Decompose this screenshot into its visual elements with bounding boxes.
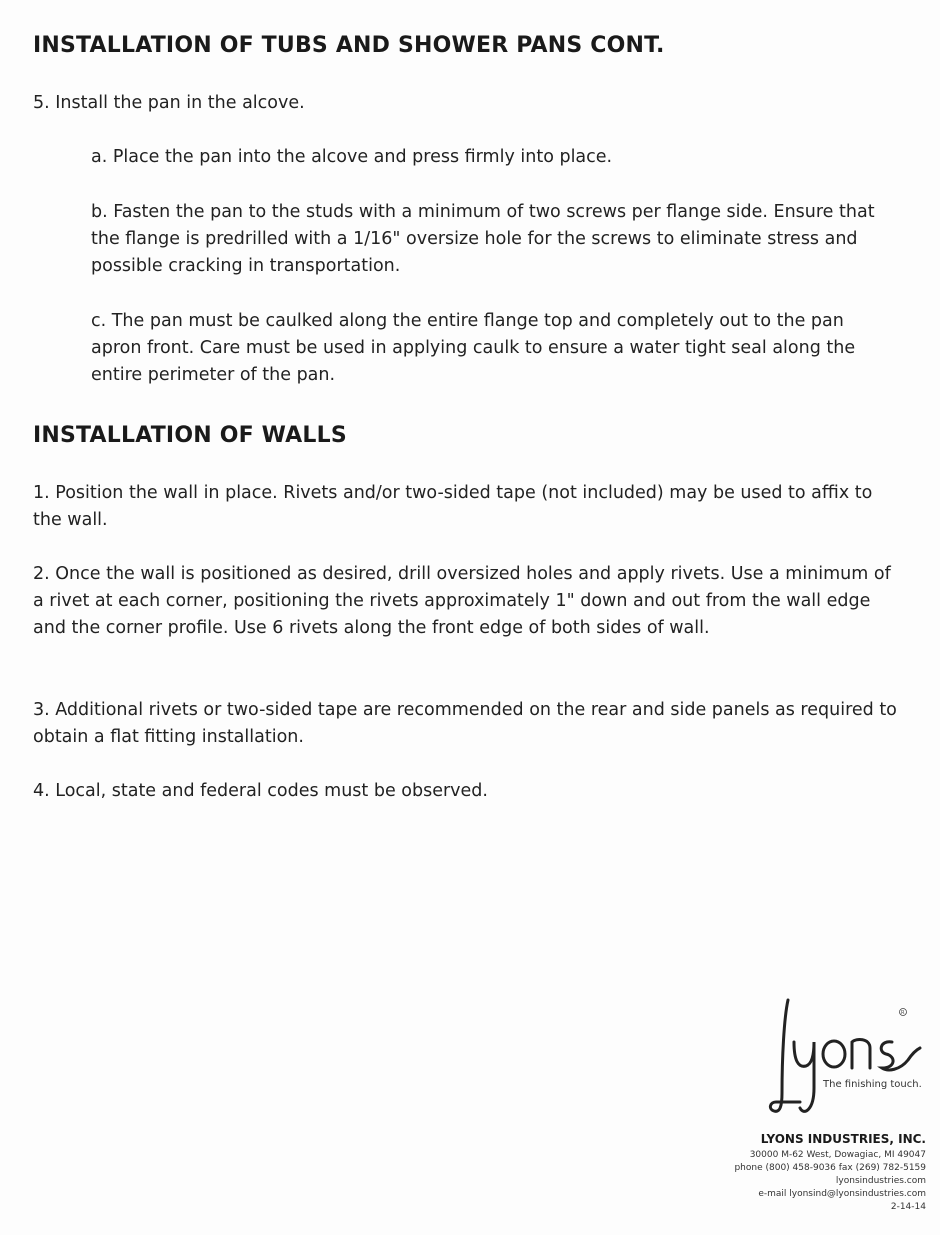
walls-step-4: 4. Local, state and federal codes must be observed.: [33, 781, 488, 801]
date-code: 2-14-14: [890, 1202, 926, 1212]
company-email: e-mail lyonsind@lyonsindustries.com: [758, 1189, 926, 1199]
substep-c: c. The pan must be caulked along the entire flange top and completely out to the pan apron front. Care must be used in applying caulk to ensure a water tight seal along the entire perimeter of the pan.: [91, 311, 856, 385]
heading-tubs-shower-pans: INSTALLATION OF TUBS AND SHOWER PANS CONT.: [33, 33, 665, 58]
walls-step-3: 3. Additional rivets or two-sided tape are recommended on the rear and side panels as required to obtain a flat fitting installation.: [33, 700, 897, 747]
step-5: 5. Install the pan in the alcove.: [33, 93, 305, 113]
walls-step-2: 2. Once the wall is positioned as desired, drill oversized holes and apply rivets. Use a minimum of a rivet at each corner, positioning the rivets approximately 1" down and out from the wall edge and the corner profile. Use 6 rivets along the front edge of both sides of wall.: [33, 564, 891, 638]
svg-text:R: R: [901, 1010, 905, 1016]
substep-a: a. Place the pan into the alcove and press firmly into place.: [91, 147, 613, 167]
tagline: The finishing touch.: [823, 1079, 922, 1090]
substep-b: b. Fasten the pan to the studs with a minimum of two screws per flange side. Ensure that the flange is predrilled with a 1/16" oversize hole for the screws to eliminate stress and possible cracking in transportation.: [91, 202, 875, 276]
lyons-logo: [760, 998, 930, 1118]
heading-walls: INSTALLATION OF WALLS: [33, 423, 347, 448]
company-phone-fax: phone (800) 458-9036 fax (269) 782-5159: [734, 1163, 926, 1173]
walls-step-1: 1. Position the wall in place. Rivets and/or two-sided tape (not included) may be used to affix to the wall.: [33, 483, 873, 530]
contact-block: [734, 1131, 926, 1214]
company-website: lyonsindustries.com: [835, 1176, 926, 1186]
lyons-logo-mark: [760, 998, 930, 1118]
company-name: LYONS INDUSTRIES, INC.: [760, 1132, 926, 1146]
company-address: 30000 M-62 West, Dowagiac, MI 49047: [749, 1150, 926, 1160]
